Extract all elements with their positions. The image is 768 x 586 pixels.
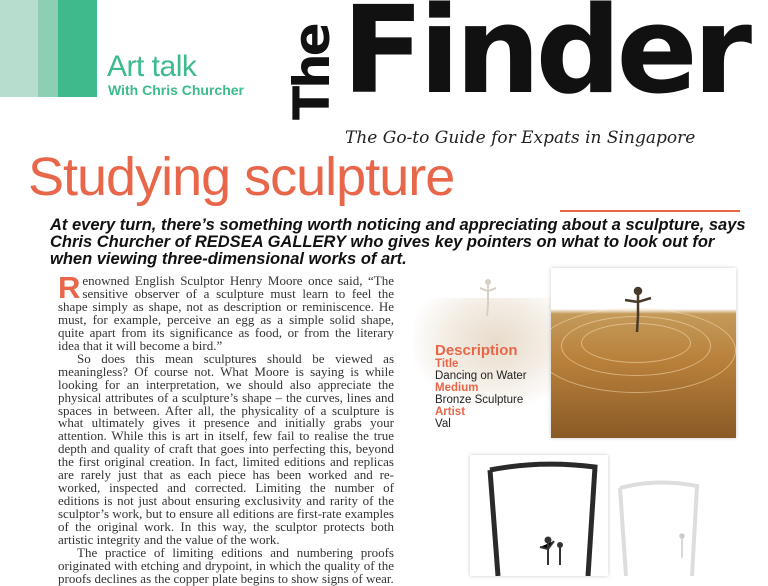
frame-sculpture-icon (470, 455, 608, 576)
drop-cap: R (58, 270, 81, 305)
faded-frame-sculpture (612, 478, 702, 576)
caption-artist: Val (435, 418, 451, 430)
decor-bar-light (0, 0, 38, 97)
paragraph: Renowned English Sculptor Henry Moore once said, “The sensitive observer of a sculpture must learn to feel the shape simply as shape, not as description or reminiscence. He must, for example, perceive an egg as a simple solid shape, quite apart from its significance as food, or from the literary idea that it will become a bird.” (58, 270, 394, 353)
decor-bar-mid (38, 0, 58, 97)
caption-medium: Bronze Sculpture (435, 394, 524, 406)
sculpture-photo-dancing-on-water (551, 268, 736, 438)
article-standfirst: At every turn, there’s something worth noticing and appreciating about a sculpture, says Chris Churcher of REDSEA GALLERY who gives key pointers on what to look out for when viewing three-dimensional works of art. (50, 216, 746, 268)
section-title: Art talk (107, 50, 197, 83)
faded-figure-icon (480, 278, 496, 318)
caption-heading: Description (435, 342, 518, 359)
article-headline: Studying sculpture (28, 147, 455, 207)
caption-title-label: Title (435, 358, 459, 370)
artwork-caption (435, 343, 547, 430)
logo-finder: Finder (342, 0, 747, 121)
bronze-figure-icon (623, 286, 653, 336)
caption-artist-label: Artist (435, 406, 466, 418)
headline-rule (560, 210, 740, 212)
column-byline: With Chris Churcher (108, 82, 244, 98)
caption-medium-label: Medium (435, 382, 479, 394)
sculpture-photo-frame (470, 455, 608, 576)
decor-bar-dark (58, 0, 97, 97)
paragraph: The practice of limiting editions and numbering proofs originated with etching and drypoint, in which the quality of the proofs declines as the copper plate begins to show signs of wear. (58, 545, 394, 586)
logo-tagline: The Go-to Guide for Expats in Singapore (345, 128, 696, 148)
article-body (58, 270, 394, 586)
faded-frame-icon (612, 478, 702, 576)
logo-the: The (283, 25, 341, 120)
paragraph: So does this mean sculptures should be viewed as meaningless? Of course not. What Moore is saying is while looking for an interpretation, we should also appreciate the physical attributes of a sculpture’s shape – the curves, lines and spaces in between. After all, the physicality of a sculpture is what ultimately gives it presence and initially grabs your attention. While this is art in itself, few fail to realise the true depth and quality of craft that goes into perfecting this, beyond the first original creation. In fact, limited editions and replicas are rarely just that as each piece has been worked and re-worked, inspected and corrected. Limiting the number of editions is not just about ensuring exclusivity and rarity of the sculptor’s work, but to ensure all editions are first-rate examples of the original work. In this way, the sculptor protects both artistic integrity and the value of the work. (58, 350, 394, 548)
caption-title: Dancing on Water (435, 370, 527, 382)
